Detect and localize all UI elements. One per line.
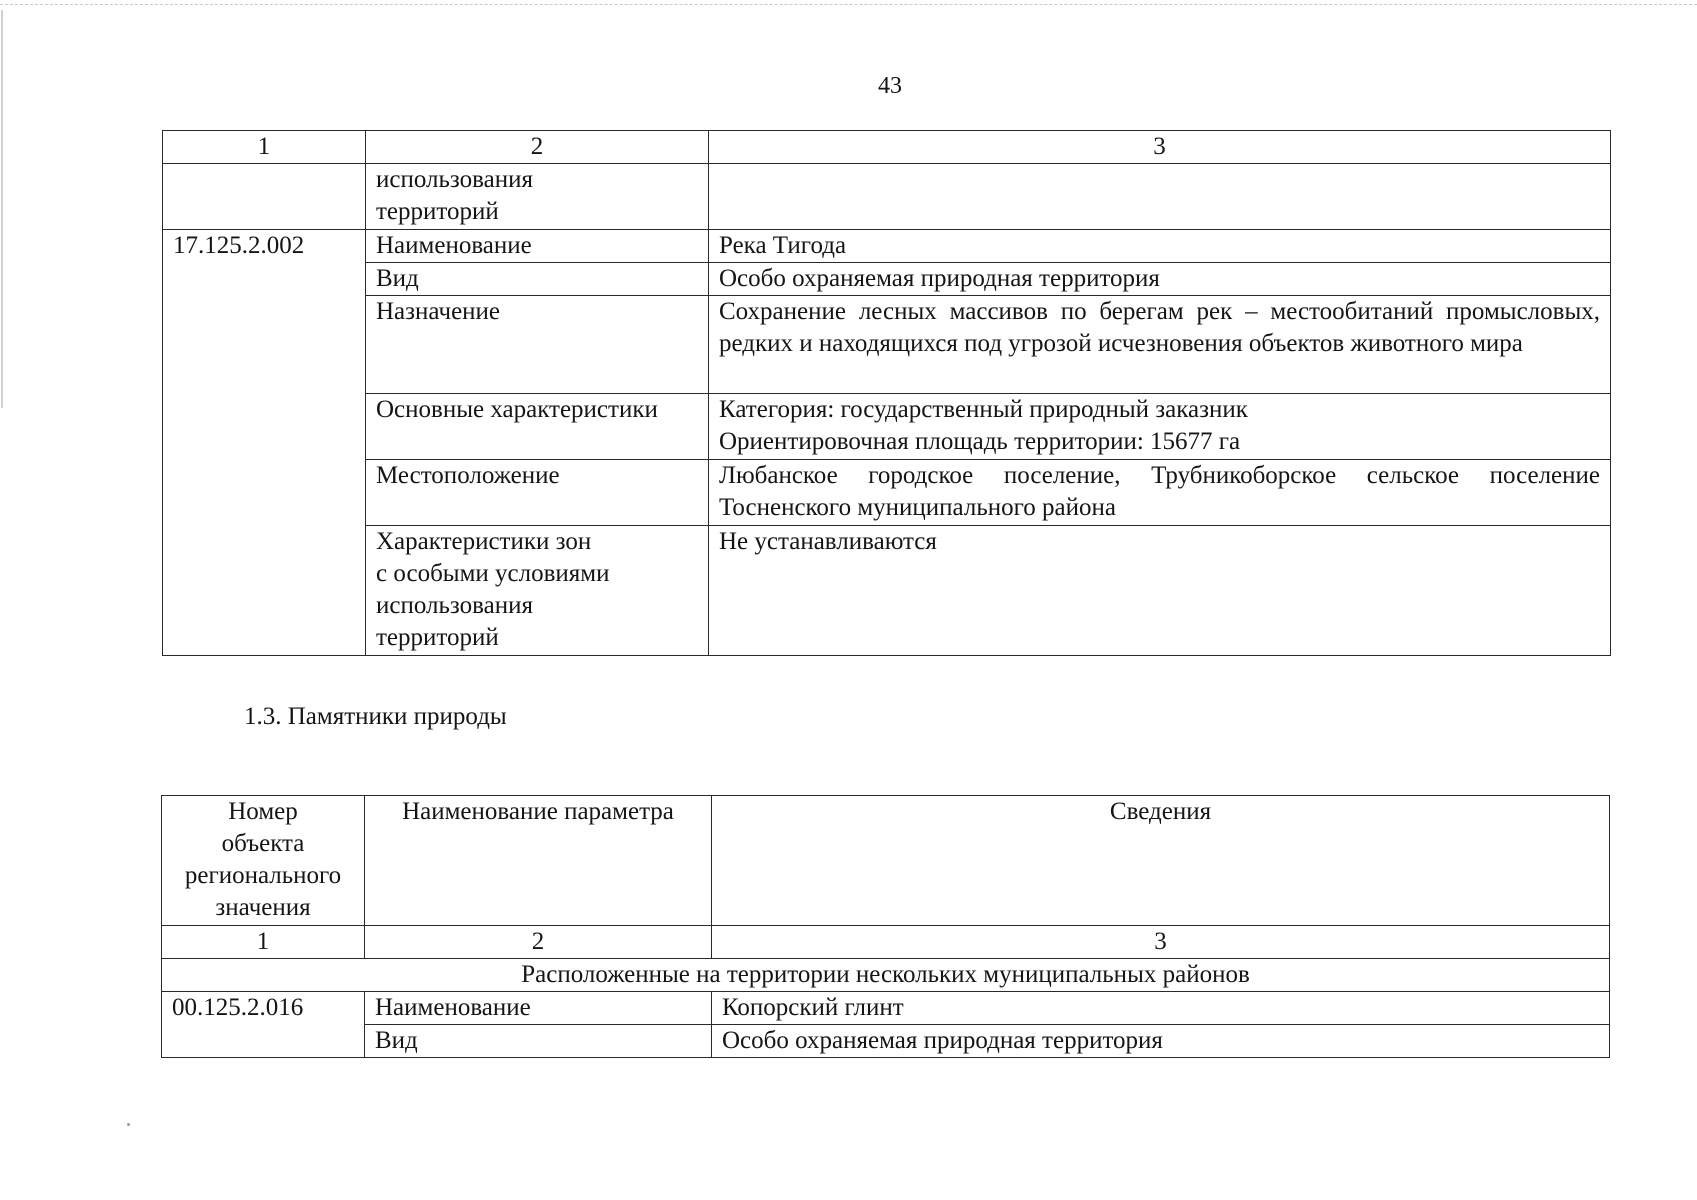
header-details: Сведения xyxy=(712,796,1610,926)
table-row xyxy=(162,1025,1610,1058)
object-number-cell: 00.125.2.016 xyxy=(162,992,365,1058)
parameter-line: территорий xyxy=(376,624,499,651)
parameter-line: территорий xyxy=(376,198,499,225)
value-cell xyxy=(709,164,1611,230)
value-cell: Особо охраняемая природная территория xyxy=(712,1025,1610,1058)
value-cell: Сохранение лесных массивов по берегам рек – местообитаний промысловых, редких и находящихся под угрозой исчезновения объектов животного мира xyxy=(709,296,1611,394)
scan-speck xyxy=(127,1123,130,1126)
parameter-line: использования xyxy=(376,166,533,193)
table-header-row xyxy=(162,796,1610,926)
value-line: Категория: государственный природный заказник xyxy=(719,396,1248,423)
table-row xyxy=(163,230,1611,263)
table-row xyxy=(163,296,1611,394)
column-number-1: 1 xyxy=(163,131,366,164)
header-object-number xyxy=(162,796,365,926)
parameter-line: использования xyxy=(376,592,533,619)
header-line: объекта xyxy=(221,830,305,857)
value-cell: Копорский глинт xyxy=(712,992,1610,1025)
table-row xyxy=(163,164,1611,230)
object-number-cell xyxy=(163,164,366,230)
table-objects-continued xyxy=(162,130,1611,656)
value-cell xyxy=(709,394,1611,460)
parameter-line: Характеристики зон xyxy=(376,528,592,555)
value-cell: Любанское городское поселение, Трубникоборское сельское поселение Тосненского муниципального района xyxy=(709,460,1611,526)
parameter-cell: Вид xyxy=(365,1025,712,1058)
table-group-row xyxy=(162,959,1610,992)
table-natural-monuments xyxy=(161,795,1610,1058)
parameter-line: с особыми условиями xyxy=(376,560,610,587)
header-line: регионального xyxy=(184,862,342,889)
scan-top-edge xyxy=(0,4,1697,5)
parameter-cell: Вид xyxy=(366,263,709,296)
table-row xyxy=(162,992,1610,1025)
parameter-cell: Наименование xyxy=(366,230,709,263)
parameter-cell: Наименование xyxy=(365,992,712,1025)
header-line: значения xyxy=(215,894,311,921)
table-row xyxy=(163,460,1611,526)
value-line: Ориентировочная площадь территории: 15677 га xyxy=(719,428,1241,455)
parameter-cell xyxy=(366,164,709,230)
column-number-2: 2 xyxy=(366,131,709,164)
value-cell: Река Тигода xyxy=(709,230,1611,263)
header-parameter-name: Наименование параметра xyxy=(365,796,712,926)
table-row xyxy=(163,526,1611,656)
parameter-cell: Местоположение xyxy=(366,460,709,526)
table-row xyxy=(163,394,1611,460)
value-cell: Особо охраняемая природная территория xyxy=(709,263,1611,296)
value-cell: Не устанавливаются xyxy=(709,526,1611,656)
parameter-cell: Назначение xyxy=(366,296,709,394)
parameter-cell: Основные характеристики xyxy=(366,394,709,460)
table-column-number-row xyxy=(162,926,1610,959)
group-row-label: Расположенные на территории нескольких муниципальных районов xyxy=(162,959,1610,992)
table-row xyxy=(163,263,1611,296)
scan-left-edge xyxy=(1,10,3,408)
column-number-3: 3 xyxy=(712,926,1610,959)
parameter-cell xyxy=(366,526,709,656)
section-heading: 1.3. Памятники природы xyxy=(244,703,507,730)
table-column-number-row xyxy=(163,131,1611,164)
column-number-2: 2 xyxy=(365,926,712,959)
column-number-3: 3 xyxy=(709,131,1611,164)
header-line: Номер xyxy=(228,798,298,825)
object-number-cell: 17.125.2.002 xyxy=(163,230,366,656)
column-number-1: 1 xyxy=(162,926,365,959)
page-number: 43 xyxy=(878,73,902,99)
